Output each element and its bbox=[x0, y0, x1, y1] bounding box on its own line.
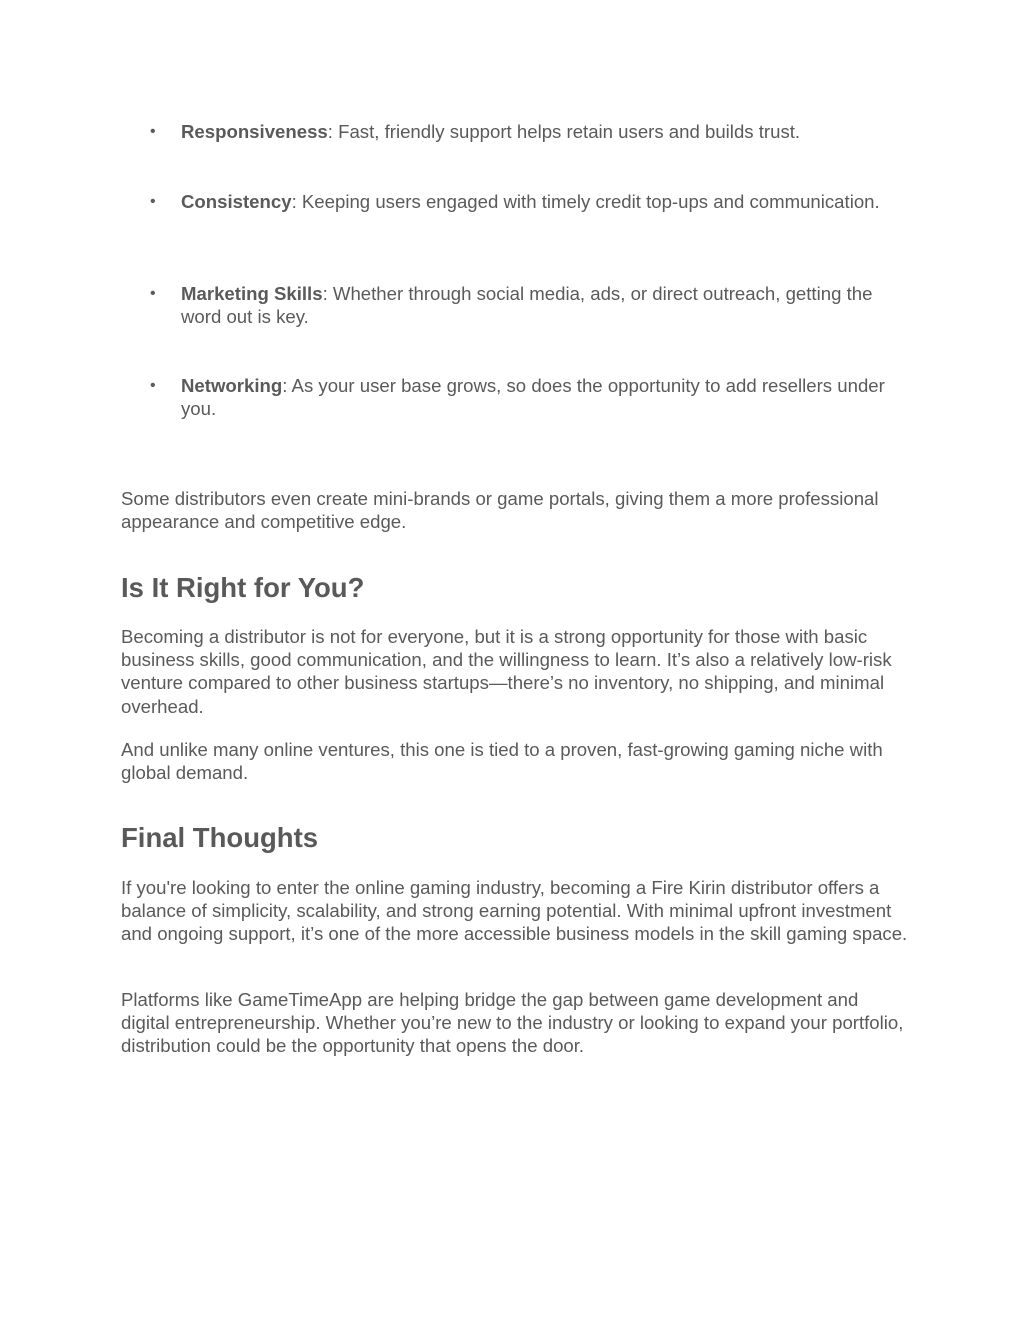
right-for-you-paragraph-2: And unlike many online ventures, this one is tied to a proven, fast-growing gaming niche with global demand. bbox=[121, 739, 883, 784]
bullet-text bbox=[181, 282, 906, 328]
bullet-icon: • bbox=[150, 193, 156, 210]
final-thoughts-paragraph-2: Platforms like GameTimeApp are helping bridge the gap between game development and digital entrepreneurship. Whether you’re new to the industry or looking to expand your portfolio, distribution could be the opportunity that opens the door. bbox=[121, 989, 904, 1057]
final-thoughts-paragraph-1: If you're looking to enter the online gaming industry, becoming a Fire Kirin distributor offers a balance of simplicity, scalability, and strong earning potential. With minimal upfront investment and ongoing support, it’s one of the more accessible business models in the skill gaming space. bbox=[121, 877, 908, 945]
bullet-description: : Whether through social media, ads, or direct outreach, getting the word out is key. bbox=[181, 283, 873, 328]
intro-paragraph: Some distributors even create mini-brands or game portals, giving them a more professional appearance and competitive edge. bbox=[121, 488, 879, 533]
bullet-term: Marketing Skills bbox=[181, 283, 323, 304]
bullet-description: : Fast, friendly support helps retain users and builds trust. bbox=[327, 121, 801, 142]
bullet-icon: • bbox=[150, 377, 156, 394]
heading-is-it-right-for-you: Is It Right for You? bbox=[121, 572, 365, 603]
bullet-description: : As your user base grows, so does the opportunity to add resellers under you. bbox=[181, 375, 885, 420]
bullet-text bbox=[181, 190, 906, 213]
bullet-icon: • bbox=[150, 285, 156, 302]
bullet-icon: • bbox=[150, 123, 156, 140]
bullet-term: Networking bbox=[181, 375, 283, 396]
bullet-term: Consistency bbox=[181, 191, 292, 212]
right-for-you-paragraph-1: Becoming a distributor is not for everyone, but it is a strong opportunity for those with basic business skills, good communication, and the willingness to learn. It’s also a relatively low-risk venture compared to other business startups—there’s no inventory, no shipping, and minimal overhead. bbox=[121, 626, 892, 717]
bullet-text bbox=[181, 120, 906, 143]
bullet-description: : Keeping users engaged with timely credit top-ups and communication. bbox=[291, 191, 880, 212]
bullet-term: Responsiveness bbox=[181, 121, 328, 142]
bullet-text bbox=[181, 374, 906, 420]
heading-final-thoughts: Final Thoughts bbox=[121, 822, 319, 853]
